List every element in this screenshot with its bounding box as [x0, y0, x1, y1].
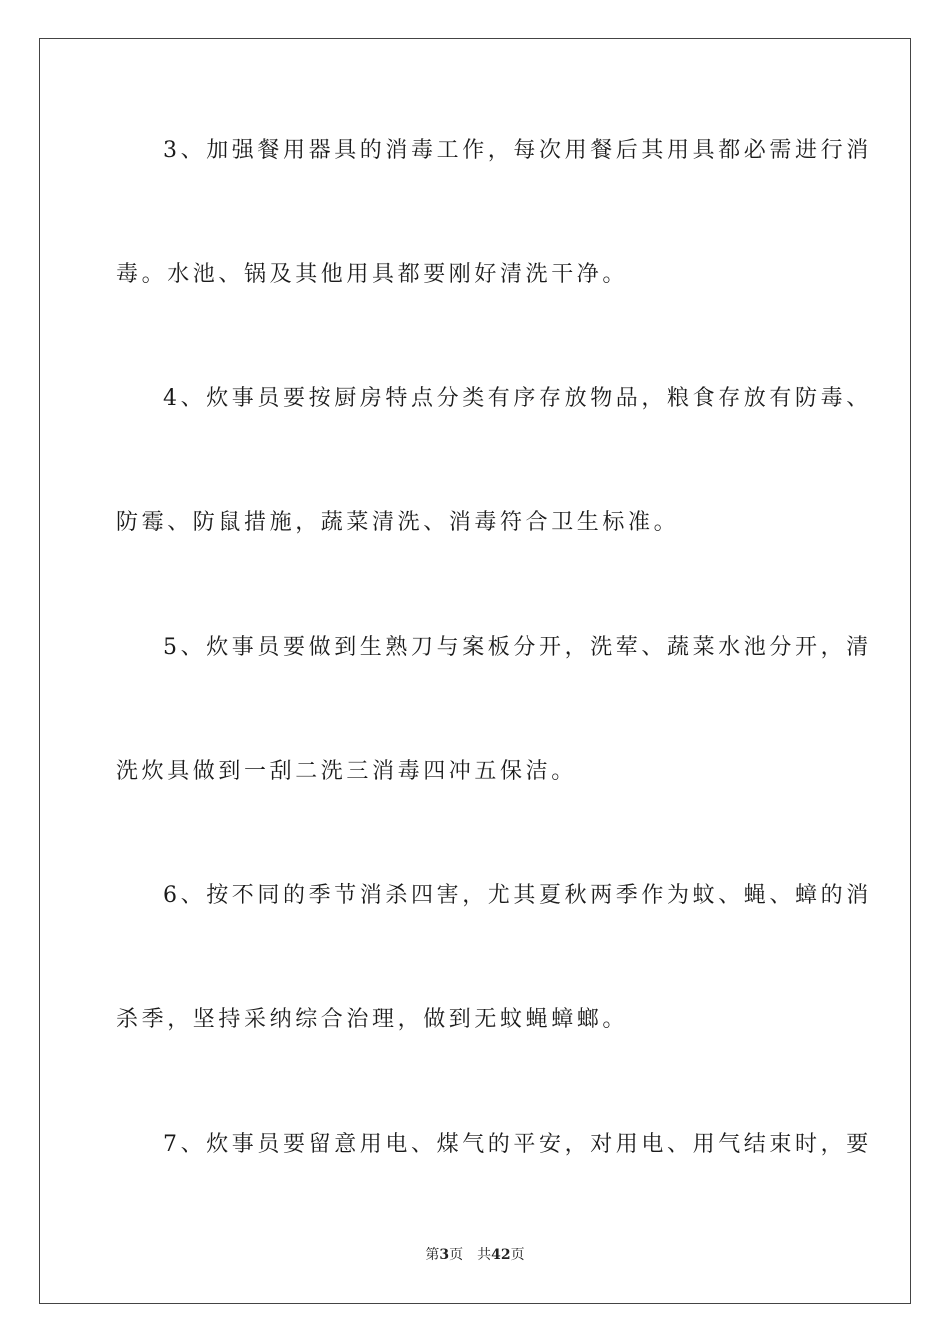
paragraph-3-line-2: 毒。水池、锅及其他用具都要刚好清洗干净。 — [116, 262, 629, 287]
paragraph-4-line-1: 4、炊事员要按厨房特点分类有序存放物品，粮食存放有防毒、 — [163, 386, 872, 411]
footer-page-prefix: 第 — [425, 1247, 440, 1263]
footer-page-number: 3 — [439, 1247, 450, 1263]
paragraph-7-line-1: 7、炊事员要留意用电、煤气的平安，对用电、用气结束时，要 — [163, 1132, 872, 1157]
footer-page-suffix: 页 — [449, 1247, 464, 1263]
page-footer — [0, 1245, 950, 1265]
paragraph-5-line-2: 洗炊具做到一刮二洗三消毒四冲五保洁。 — [116, 759, 577, 784]
paragraph-5-line-1: 5、炊事员要做到生熟刀与案板分开，洗荤、蔬菜水池分开，清 — [163, 635, 872, 660]
paragraph-3-line-1: 3、加强餐用器具的消毒工作，每次用餐后其用具都必需进行消 — [163, 138, 872, 163]
footer-total-pages: 42 — [491, 1247, 511, 1263]
paragraph-6-line-1: 6、按不同的季节消杀四害，尤其夏秋两季作为蚊、蝇、蟑的消 — [163, 883, 872, 908]
paragraph-4-line-2: 防霉、防鼠措施，蔬菜清洗、消毒符合卫生标准。 — [116, 510, 680, 535]
page-frame — [39, 38, 911, 1304]
footer-total-suffix: 页 — [510, 1247, 525, 1263]
footer-total-prefix: 共 — [477, 1247, 492, 1263]
paragraph-6-line-2: 杀季，坚持采纳综合治理，做到无蚊蝇蟑螂。 — [116, 1007, 629, 1032]
